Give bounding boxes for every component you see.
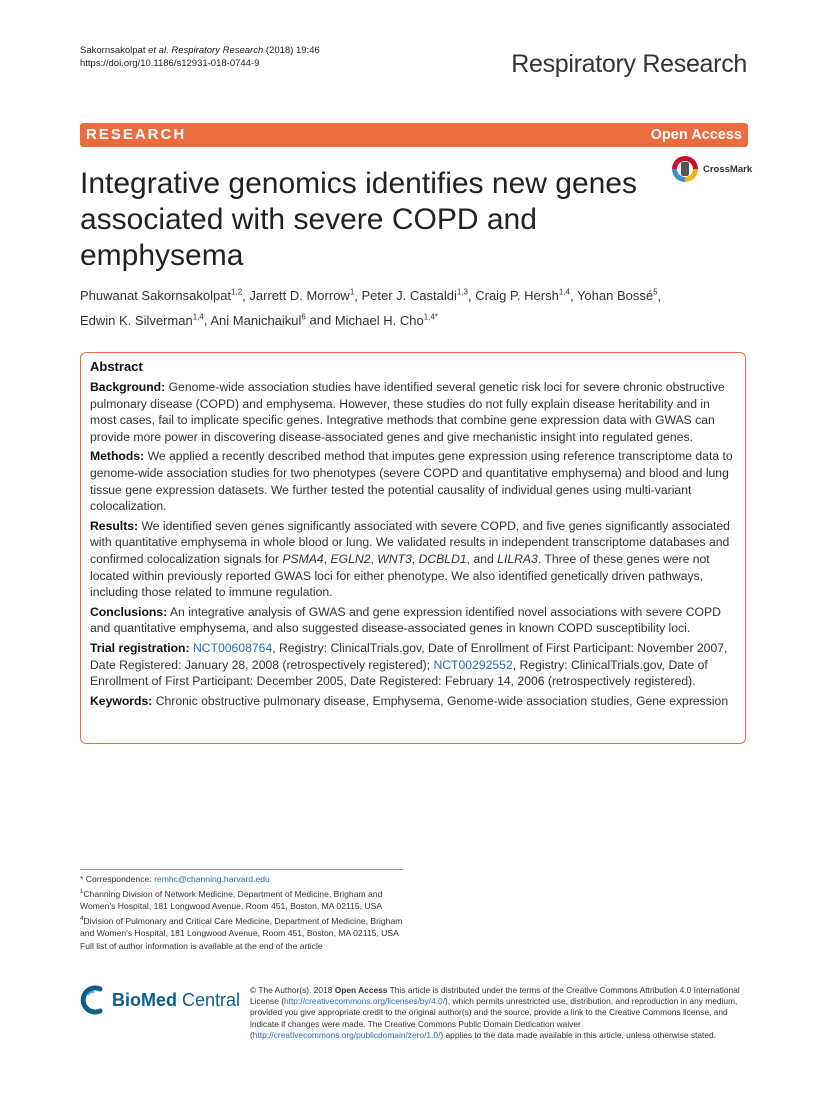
abstract-background: Background: Genome-wide association studies have identified several genetic risk loci for severe chronic obstructive pulmonary disease (COPD) and emphysema. However, these studies do not fully explain disease heritability and in most cases, fail to implicate specific genes. Integrative methods that combine gene expression data with GWAS can provide more power in discovering disease-associated genes and give mechanistic insight into regulated genes. xyxy=(90,380,725,444)
trial-link-1[interactable]: NCT00608764 xyxy=(192,640,273,655)
citation-journal: Respiratory Research xyxy=(171,45,264,56)
affiliation-1: $^1$Channing Division of Network Medicine, Department of Medicine, Brigham and Women's Hospital, 181 Longwood Avenue, Room 451, Boston, MA 02115, USA xyxy=(80,888,383,912)
journal-name: Respiratory Research xyxy=(511,50,747,78)
citation-author: Sakornsakolpat xyxy=(80,45,146,56)
author: Craig P. Hersh$^{1,4}$ xyxy=(475,288,570,304)
article-title: Integrative genomics identifies new genes associated with severe COPD and emphysema xyxy=(80,167,637,272)
crossmark-label: CrossMark xyxy=(703,164,753,175)
author: Michael H. Cho$^{1,4*}$ xyxy=(334,312,438,328)
license-link-by[interactable]: http://creativecommons.org/licenses/by/4.0/ xyxy=(283,996,446,1007)
biomed-central-logo xyxy=(80,985,250,1019)
doi-link[interactable]: https://doi.org/10.1186/s12931-018-0744-9 xyxy=(80,58,260,69)
correspondence-email[interactable]: remhc@channing.harvard.edu xyxy=(154,874,270,884)
trial-link-2[interactable]: NCT00292552 xyxy=(433,657,513,672)
license-statement: © The Author(s). 2018 Open Access This article is distributed under the terms of the Creative Commons Attribution 4.0 International License (http://creativecommons.org/licenses/by/4.0/), which permits unrestricted use, distribution, and reproduction in any medium, provided you give appropriate credit to the original author(s) and the source, provide a link to the Creative Commons license, and indicate if changes were made. The Creative Commons Public Domain Dedication waiver (http://creativecommons.org/publicdomain/zero/1.0/) applies to the data made available in this article, unless otherwise stated. xyxy=(250,985,740,1040)
author: Edwin K. Silverman$^{1,4}$ xyxy=(80,312,204,328)
author: Peter J. Castaldi$^{1,3}$ xyxy=(361,288,468,304)
open-access-label: Open Access xyxy=(650,127,742,143)
author-list: Phuwanat Sakornsakolpat$^{1,2}$, Jarrett D. Morrow$^1$, Peter J. Castaldi$^{1,3}$, Craig P. Hersh$^{1,4}$, Yohan Bossé$^5$, Edwin K. Silverman$^{1,4}$, Ani Manichaikul$^6$ and Michael H. Cho$^{1,4*}$ xyxy=(80,288,662,328)
abstract-results: Results: We identified seven genes significantly associated with severe COPD, and five genes significantly associated with quantitative emphysema in whole blood or lung. We validated results in independent transcriptome databases and confirmed colocalization signals for PSMA4, EGLN2, WNT3, DCBLD1, and LILRA3. Three of these genes were not located within previously reported GWAS loci for either phenotype. We also identified genetically driven pathways, including those related to immune regulation. xyxy=(90,518,730,600)
section-label: RESEARCH xyxy=(86,126,187,143)
abstract-keywords: Keywords: Chronic obstructive pulmonary disease, Emphysema, Genome-wide association studies, Gene expression xyxy=(90,693,729,708)
footnotes xyxy=(80,873,410,952)
crossmark-icon xyxy=(672,156,698,182)
author-and: and xyxy=(309,312,332,328)
affiliation-4: $^4$Division of Pulmonary and Critical Care Medicine, Department of Medicine, Brigham and Women's Hospital, 181 Longwood Avenue, Room 451, Boston, MA 02115, USA xyxy=(80,915,403,939)
section-banner xyxy=(80,123,748,147)
crossmark-badge[interactable] xyxy=(672,156,756,184)
author: Jarrett D. Morrow$^1$ xyxy=(249,288,355,304)
footnote-rule xyxy=(80,869,403,870)
author: Ani Manichaikul$^6$ xyxy=(210,312,306,328)
abstract-trial-registration: Trial registration: NCT00608764, Registry: ClinicalTrials.gov, Date of Enrollment of First Participant: November 2007, Date Registered: January 28, 2008 (retrospectively registered); NCT00292552, Registry: ClinicalTrials.gov, Date of Enrollment of First Participant: December 2005, Date Registered: February 14, 2006 (retrospectively registered). xyxy=(90,640,728,689)
abstract-conclusions: Conclusions: An integrative analysis of GWAS and gene expression identified novel associations with severe COPD and quantitative emphysema, and also suggested disease-associated genes in known COPD susceptibility loci. xyxy=(90,604,721,636)
citation-etal: et al. xyxy=(148,45,169,56)
full-author-info-note: Full list of author information is available at the end of the article xyxy=(80,940,323,951)
author: Phuwanat Sakornsakolpat$^{1,2}$ xyxy=(80,288,243,304)
biomed-central-wordmark: BioMed Central xyxy=(112,990,241,1010)
citation xyxy=(80,44,320,70)
correspondence: * Correspondence: remhc@channing.harvard.edu xyxy=(80,874,270,884)
biomed-central-icon xyxy=(80,985,106,1015)
abstract-heading: Abstract xyxy=(90,359,143,374)
abstract-methods: Methods: We applied a recently described method that imputes gene expression using reference transcriptome data to genome-wide association studies for two phenotypes (severe COPD and quantitative emphysema) and blood and lung tissue gene expression datasets. We further tested the potential causality of individual genes using multi-variant colocalization. xyxy=(90,449,733,514)
citation-volume: (2018) 19:46 xyxy=(265,45,320,56)
license-link-zero[interactable]: http://creativecommons.org/publicdomain/zero/1.0/ xyxy=(252,1029,441,1040)
author: Yohan Bossé$^5$ xyxy=(576,288,658,304)
abstract-box xyxy=(80,352,746,744)
